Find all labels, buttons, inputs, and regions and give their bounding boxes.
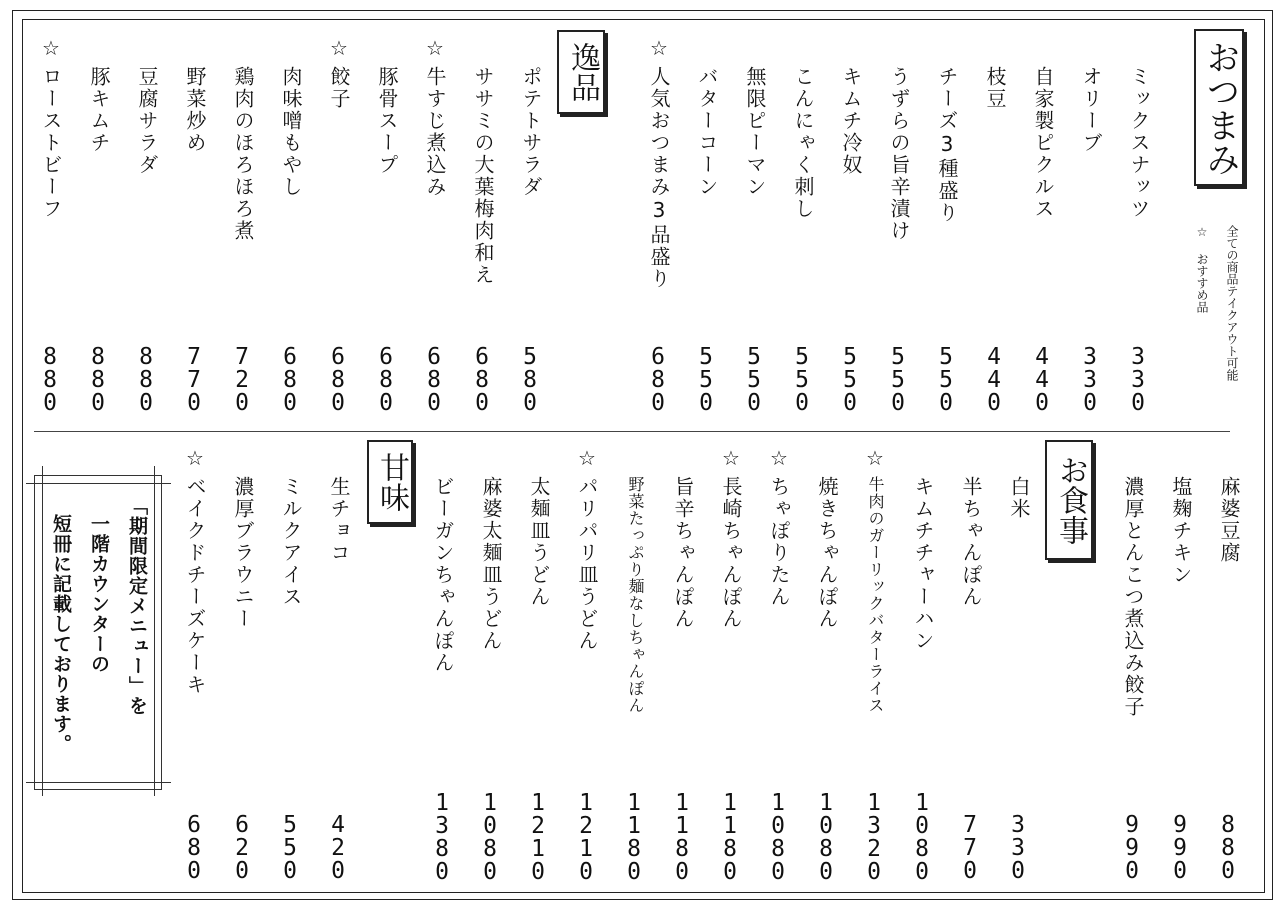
recommended-star-icon: ☆ bbox=[327, 36, 351, 62]
menu-item-price: 680 bbox=[181, 812, 207, 881]
menu-item-price: 330 bbox=[1005, 812, 1031, 881]
recommended-star-icon: ☆ bbox=[647, 36, 671, 62]
menu-item-name: 餃子 bbox=[327, 66, 351, 110]
menu-item-price: 620 bbox=[229, 812, 255, 881]
menu-item-price: 550 bbox=[277, 812, 303, 881]
menu-item-price: 990 bbox=[1119, 812, 1145, 881]
note-frame-line bbox=[154, 466, 155, 796]
menu-item-name: 焼きちゃんぽん bbox=[815, 476, 839, 630]
note-frame-line bbox=[26, 483, 171, 484]
menu-item-price: 420 bbox=[325, 812, 351, 881]
takeout-note: 全ての商品テイクアウト可能 bbox=[1225, 225, 1239, 381]
menu-item-price: 1080 bbox=[765, 790, 791, 882]
menu-item-name: 自家製ピクルス bbox=[1031, 66, 1055, 220]
menu-item-price: 880 bbox=[133, 344, 159, 413]
menu-item-price: 720 bbox=[229, 344, 255, 413]
menu-item-price: 1320 bbox=[861, 790, 887, 882]
menu-item-name: 濃厚ブラウニー bbox=[231, 476, 255, 630]
menu-item-price: 550 bbox=[789, 344, 815, 413]
menu-item-name: 野菜たっぷり麺なしちゃんぽん bbox=[626, 476, 645, 714]
menu-item-name: チーズ3種盛り bbox=[935, 66, 959, 224]
menu-item-name: 麻婆太麺皿うどん bbox=[479, 476, 503, 652]
menu-item-price: 550 bbox=[837, 344, 863, 413]
menu-item-price: 680 bbox=[325, 344, 351, 413]
menu-item-price: 440 bbox=[1029, 344, 1055, 413]
menu-item-name: ポテトサラダ bbox=[519, 66, 543, 198]
menu-item-name: ビーガンちゃんぽん bbox=[431, 476, 455, 674]
menu-item-name: 豆腐サラダ bbox=[135, 66, 159, 176]
menu-item-price: 680 bbox=[277, 344, 303, 413]
menu-item-name: 野菜炒め bbox=[183, 66, 207, 154]
menu-item-price: 1180 bbox=[717, 790, 743, 882]
menu-item-price: 1180 bbox=[621, 790, 647, 882]
menu-item-price: 680 bbox=[421, 344, 447, 413]
menu-item-price: 1380 bbox=[429, 790, 455, 882]
menu-item-name: ミックスナッツ bbox=[1127, 66, 1151, 220]
menu-item-price: 880 bbox=[85, 344, 111, 413]
menu-item-price: 550 bbox=[933, 344, 959, 413]
menu-item-name: オリーブ bbox=[1079, 66, 1103, 154]
menu-item-name: パリパリ皿うどん bbox=[575, 476, 599, 652]
menu-item-name: 豚骨スープ bbox=[375, 66, 399, 176]
note-frame-line bbox=[26, 782, 171, 783]
menu-item-price: 1210 bbox=[525, 790, 551, 882]
header-ippin: 逸品 bbox=[557, 30, 605, 114]
menu-item-name: 枝豆 bbox=[983, 66, 1007, 110]
menu-item-name: 牛肉のガーリックバターライス bbox=[866, 476, 885, 714]
menu-item-price: 880 bbox=[1215, 812, 1241, 881]
menu-item-name: ローストビーフ bbox=[39, 66, 63, 220]
menu-item-price: 770 bbox=[957, 812, 983, 881]
menu-item-name: ササミの大葉梅肉和え bbox=[471, 66, 495, 286]
menu-item-name: こんにゃく刺し bbox=[791, 66, 815, 220]
menu-item-price: 550 bbox=[885, 344, 911, 413]
menu-item-price: 680 bbox=[469, 344, 495, 413]
recommended-star-icon: ☆ bbox=[575, 446, 599, 472]
menu-item-name: 麻婆豆腐 bbox=[1217, 476, 1241, 564]
menu-item-name: 鶏肉のほろほろ煮 bbox=[231, 66, 255, 242]
menu-item-price: 330 bbox=[1077, 344, 1103, 413]
limited-note-line: 短冊に記載しております。 bbox=[50, 514, 72, 754]
recommended-star-icon: ☆ bbox=[863, 446, 887, 472]
menu-item-name: 旨辛ちゃんぽん bbox=[671, 476, 695, 630]
menu-item-name: 白米 bbox=[1007, 476, 1031, 520]
menu-item-name: 無限ピーマン bbox=[743, 66, 767, 198]
limited-note-line: 一階カウンターの bbox=[88, 514, 110, 674]
limited-note-line: 「期間限定メニュー」を bbox=[126, 496, 148, 716]
recommended-star-icon: ☆ bbox=[183, 446, 207, 472]
menu-item-price: 680 bbox=[645, 344, 671, 413]
menu-item-name: バターコーン bbox=[695, 66, 719, 198]
menu-item-name: ベイクドチーズケーキ bbox=[183, 476, 207, 696]
menu-item-price: 1180 bbox=[669, 790, 695, 882]
menu-item-name: 肉味噌もやし bbox=[279, 66, 303, 198]
menu-item-price: 990 bbox=[1167, 812, 1193, 881]
menu-item-price: 440 bbox=[981, 344, 1007, 413]
menu-item-price: 680 bbox=[373, 344, 399, 413]
header-amami: 甘味 bbox=[367, 440, 413, 524]
menu-item-price: 770 bbox=[181, 344, 207, 413]
menu-item-name: キムチ冷奴 bbox=[839, 66, 863, 176]
menu-item-price: 580 bbox=[517, 344, 543, 413]
menu-item-name: キムチチャーハン bbox=[911, 476, 935, 652]
menu-item-name: うずらの旨辛漬け bbox=[887, 66, 911, 242]
menu-item-name: ちゃぽりたん bbox=[767, 476, 791, 608]
recommended-star-icon: ☆ bbox=[767, 446, 791, 472]
menu-item-name: 人気おつまみ3品盛り bbox=[647, 66, 671, 290]
menu-item-name: 塩麹チキン bbox=[1169, 476, 1193, 586]
menu-item-price: 880 bbox=[37, 344, 63, 413]
recommended-star-icon: ☆ bbox=[423, 36, 447, 62]
menu-item-name: 太麺皿うどん bbox=[527, 476, 551, 608]
menu-item-name: ミルクアイス bbox=[279, 476, 303, 608]
recommended-star-icon: ☆ bbox=[39, 36, 63, 62]
note-frame-line bbox=[42, 466, 43, 796]
menu-item-price: 1080 bbox=[909, 790, 935, 882]
menu-item-name: 長崎ちゃんぽん bbox=[719, 476, 743, 630]
header-otsumami: おつまみ bbox=[1194, 29, 1244, 186]
menu-item-name: 生チョコ bbox=[327, 476, 351, 564]
menu-item-name: 牛すじ煮込み bbox=[423, 66, 447, 198]
menu-item-price: 330 bbox=[1125, 344, 1151, 413]
menu-item-name: 豚キムチ bbox=[87, 66, 111, 154]
menu-item-name: 半ちゃんぽん bbox=[959, 476, 983, 608]
section-divider bbox=[34, 431, 1230, 432]
menu-item-name: 濃厚とんこつ煮込み餃子 bbox=[1121, 476, 1145, 718]
recommended-star-icon: ☆ bbox=[719, 446, 743, 472]
menu-item-price: 550 bbox=[693, 344, 719, 413]
recommended-note: ☆ おすすめ品 bbox=[1195, 225, 1209, 313]
menu-item-price: 550 bbox=[741, 344, 767, 413]
menu-item-price: 1210 bbox=[573, 790, 599, 882]
menu-item-price: 1080 bbox=[477, 790, 503, 882]
menu-item-price: 1080 bbox=[813, 790, 839, 882]
header-oshokuji: お食事 bbox=[1045, 440, 1093, 560]
